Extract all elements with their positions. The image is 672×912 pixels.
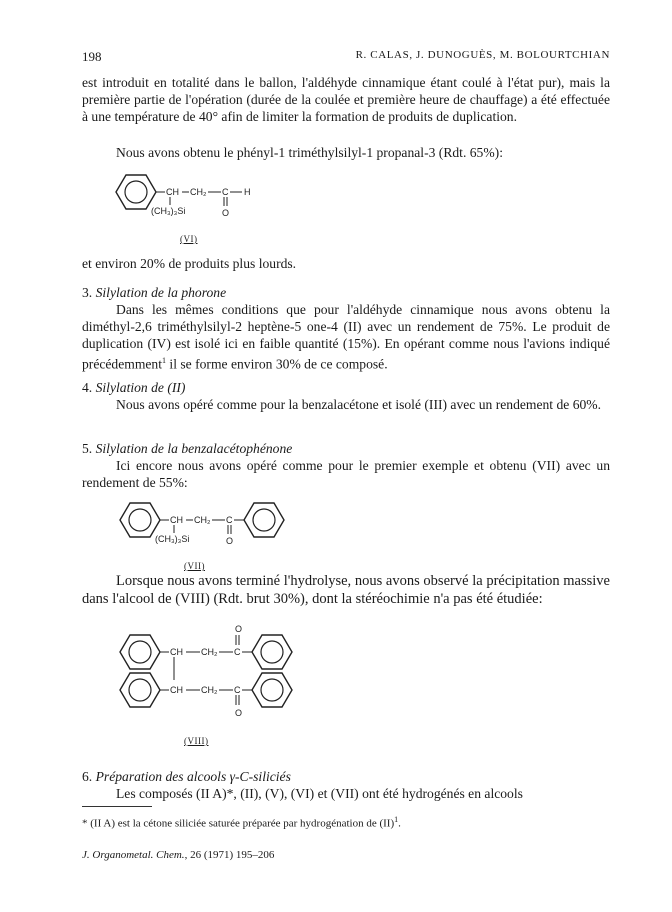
running-head: R. CALAS, J. DUNOGUÈS, M. BOLOURTCHIAN	[355, 49, 610, 61]
journal-name: J. Organometal. Chem.	[82, 849, 185, 861]
page-number: 198	[82, 49, 102, 64]
vi-c: C	[222, 187, 229, 197]
label-viii: (VIII)	[184, 736, 209, 746]
section-3-body-end: il se forme environ 30% de ce composé.	[166, 356, 388, 372]
paragraph-4-text: Lorsque nous avons terminé l'hydrolyse, nous avons observé la précipitation massive dans l'alcool de (VIII) (Rdt. brut 30%), dont la stéréochimie n'a pas été étudiée:	[82, 573, 610, 607]
vi-si: (CH₃)₃Si	[151, 206, 186, 216]
label-vii: (VII)	[184, 561, 205, 571]
section-3-heading	[82, 284, 610, 301]
section-6-number: 6.	[82, 769, 93, 784]
vii-si: (CH₃)₃Si	[155, 534, 190, 544]
viii-c-bottom: C	[234, 685, 241, 695]
journal-details: , 26 (1971) 195–206	[184, 849, 275, 861]
section-4	[82, 379, 610, 413]
journal-citation	[82, 849, 274, 861]
section-3-body: Dans les mêmes conditions que pour l'aldéhyde cinnamique nous avons obtenu la diméthyl-2,6 triméthylsilyl-2 heptène-5 one-4 (II) avec un rendement de 75%. Le produit de duplication (IV) est isolé ici en faible quantité (15%). En opérant comme nous l'avions indiqué précédemment	[82, 302, 610, 372]
footnote-ref: 1	[394, 815, 399, 824]
section-4-text: Nous avons opéré comme pour la benzalacétone et isolé (III) avec un rendement de 60%.	[116, 397, 602, 412]
footnote-rule	[82, 806, 152, 807]
structure-viii	[112, 622, 312, 722]
section-3-number: 3.	[82, 285, 93, 300]
section-5-heading	[82, 440, 610, 457]
footnote-text: (II A) est la cétone siliciée saturée préparée par hydrogénation de (II)	[90, 817, 395, 830]
structure-vii	[112, 500, 312, 560]
section-4-title: Silylation de (II)	[95, 380, 186, 395]
label-vi: (VI)	[180, 234, 198, 244]
section-3-title: Silylation de la phorone	[95, 285, 227, 300]
section-6-title: Préparation des alcools γ-C-siliciés	[95, 769, 291, 784]
vi-ch2: CH₂	[190, 187, 207, 197]
section-5	[82, 440, 610, 491]
section-5-text: Ici encore nous avons opéré comme pour le premier exemple et obtenu (VII) avec un rendement de 55%:	[82, 458, 610, 490]
paragraph-1	[82, 74, 610, 125]
section-6-text: Les composés (II A)*, (II), (V), (VI) et (VII) ont été hydrogénés en alcools	[116, 786, 523, 801]
vi-o: O	[222, 208, 230, 218]
section-4-heading	[82, 379, 610, 396]
vii-ch: CH	[170, 515, 183, 525]
footnote-end: .	[398, 817, 401, 830]
vii-c: C	[226, 515, 233, 525]
section-4-number: 4.	[82, 380, 93, 395]
viii-ch-top: CH	[170, 647, 183, 657]
paragraph-1-text: est introduit en totalité dans le ballon, l'aldéhyde cinnamique étant coulé à l'état pur), mais la première partie de l'opération (durée de la coulée et première heure de chauffage) a été effectuée à une température de 40° afin de limiter la formation de produits de duplication.	[82, 75, 610, 124]
viii-ch-bottom: CH	[170, 685, 183, 695]
paragraph-3-text: et environ 20% de produits plus lourds.	[82, 256, 297, 271]
vii-o: O	[226, 536, 234, 546]
section-5-number: 5.	[82, 441, 93, 456]
section-6-heading	[82, 768, 610, 785]
page-header	[82, 49, 610, 69]
footnote	[82, 815, 610, 830]
section-3-text	[82, 301, 610, 373]
viii-ch2-bottom: CH₂	[201, 685, 218, 695]
section-6	[82, 768, 610, 802]
vii-ch2: CH₂	[194, 515, 211, 525]
paragraph-3	[82, 255, 610, 272]
viii-ch2-top: CH₂	[201, 647, 218, 657]
structure-vi	[108, 172, 288, 232]
paragraph-2	[82, 144, 610, 161]
paragraph-4	[82, 573, 610, 608]
viii-c-top: C	[234, 647, 241, 657]
vi-ch: CH	[166, 187, 179, 197]
footnote-star: *	[82, 817, 88, 830]
viii-o-top: O	[235, 624, 243, 634]
section-3	[82, 284, 610, 373]
section-5-title: Silylation de la benzalacétophénone	[95, 441, 293, 456]
viii-o-bottom: O	[235, 708, 243, 718]
section-3-ref: 1	[162, 356, 167, 365]
paragraph-2-text: Nous avons obtenu le phényl-1 triméthylsilyl-1 propanal-3 (Rdt. 65%):	[116, 145, 503, 160]
vi-h: H	[244, 187, 251, 197]
